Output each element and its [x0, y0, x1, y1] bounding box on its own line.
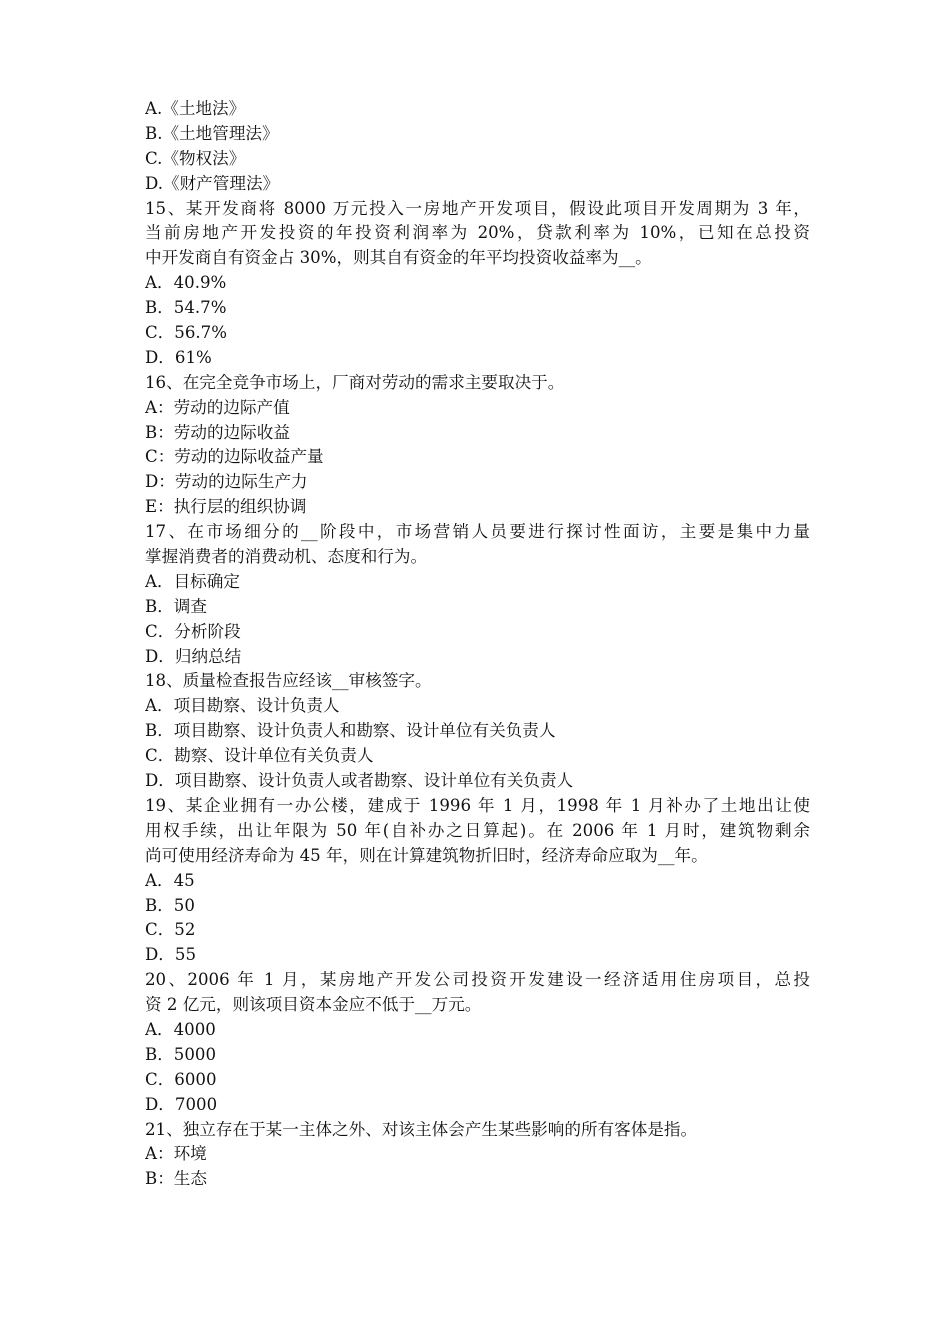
text-line: A.《土地法》: [145, 99, 246, 118]
text-line: A：劳动的边际产值: [145, 397, 290, 417]
question-text-line: 18、质量检查报告应经该__审核签字。: [145, 671, 432, 691]
question-text-line: 尚可使用经济寿命为 45 年，则在计算建筑物折旧时，经济寿命应取为__年。: [145, 845, 708, 865]
question-text-line: 19、某企业拥有一办公楼，建成于 1996 年 1 月，1998 年 1 月补办了土地出让使: [145, 795, 810, 815]
question-text-line: 16、在完全竞争市场上，厂商对劳动的需求主要取决于。: [145, 372, 565, 392]
text-line: D．61%: [145, 347, 212, 367]
text-line: B．项目勘察、设计负责人和勘察、设计单位有关负责人: [145, 721, 556, 741]
question-text-line: 掌握消费者的消费动机、态度和行为。: [145, 547, 428, 567]
question-text-line: 中开发商自有资金占 30%，则其自有资金的年平均投资收益率为__。: [145, 248, 652, 268]
question-text-line: 21、独立存在于某一主体之外、对该主体会产生某些影响的所有客体是指。: [145, 1119, 698, 1139]
question-text-line: 20、2006 年 1 月，某房地产开发公司投资开发建设一经济适用住房项目，总投: [145, 970, 810, 990]
text-line: A．4000: [145, 1019, 216, 1039]
text-line: C．6000: [145, 1069, 217, 1089]
text-line: B．调查: [145, 596, 207, 616]
text-line: C．56.7%: [145, 323, 228, 343]
question-text-line: 17、在市场细分的__阶段中，市场营销人员要进行探讨性面访，主要是集中力量: [145, 522, 810, 542]
text-line: B．5000: [145, 1044, 217, 1064]
question-text-line: 15、某开发商将 8000 万元投入一房地产开发项目，假设此项目开发周期为 3 年，: [145, 198, 810, 218]
question-text-line: 用权手续，出让年限为 50 年(自补办之日算起)。在 2006 年 1 月时，建筑物剩余: [145, 820, 810, 840]
text-line: D.《财产管理法》: [145, 173, 280, 193]
text-line: D．归纳总结: [145, 646, 242, 666]
text-line: B.《土地管理法》: [145, 123, 279, 143]
text-line: C．勘察、设计单位有关负责人: [145, 746, 374, 766]
text-line: A．目标确定: [145, 571, 240, 591]
text-line: B：生态: [145, 1169, 207, 1189]
text-line: D．55: [145, 945, 197, 965]
text-line: D．7000: [145, 1094, 218, 1114]
text-line: D．项目勘察、设计负责人或者勘察、设计单位有关负责人: [145, 771, 574, 791]
text-line: B：劳动的边际收益: [145, 422, 290, 442]
question-text-line: 资 2 亿元，则该项目资本金应不低于__万元。: [145, 995, 482, 1015]
text-line: A．45: [145, 870, 195, 890]
text-line: D：劳动的边际生产力: [145, 472, 308, 492]
text-line: C：劳动的边际收益产量: [145, 447, 324, 467]
text-line: C．52: [145, 920, 196, 940]
document-page: [145, 97, 810, 1192]
text-line: E：执行层的组织协调: [145, 497, 307, 517]
text-line: A：环境: [145, 1144, 207, 1164]
text-line: A．40.9%: [145, 273, 227, 293]
question-text-line: 当前房地产开发投资的年投资利润率为 20%，贷款利率为 10%，已知在总投资: [145, 223, 810, 243]
text-line: C.《物权法》: [145, 148, 246, 168]
text-line: C．分析阶段: [145, 621, 241, 641]
text-line: B．50: [145, 895, 195, 915]
text-line: B．54.7%: [145, 298, 227, 318]
text-line: A．项目勘察、设计负责人: [145, 696, 340, 716]
